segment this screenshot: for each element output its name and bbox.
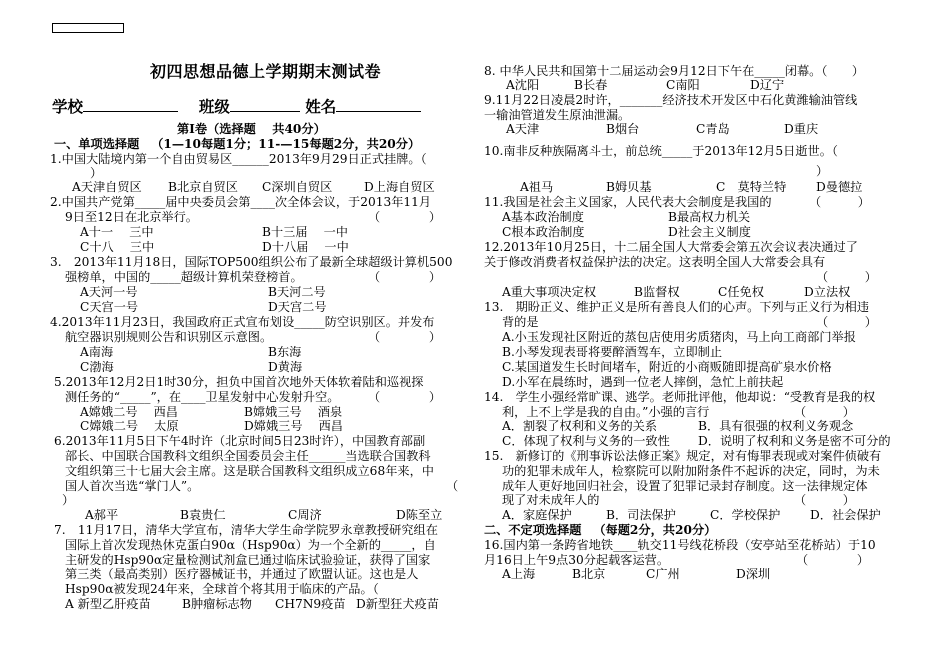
q14-option-a[interactable]: A．割裂了权利和义务的关系 (502, 419, 658, 433)
q15-line4: 现了对未成年人的 (502, 493, 600, 507)
q7-line4: 第三类（最高类别）医疗器械证书，并通过了欧盟认证。这也是人 (65, 567, 419, 581)
q15-line2: 功的犯罪未成年人，检察院可以附加附条件不起诉的决定，同时，为未 (502, 464, 880, 478)
q7-line5: Hsp90α被发现24年来，全球首个将其用于临床的产品。（ (65, 582, 379, 596)
q5-paren: （ ） (368, 390, 442, 404)
q5-option-a[interactable]: A嫦娥二号 西昌 (80, 405, 178, 419)
section2-label: 二、不定项选择题 (484, 523, 582, 537)
q7-option-d[interactable]: D新型狂犬疫苗 (356, 597, 439, 611)
student-info-row (52, 97, 421, 115)
q6-option-d[interactable]: D陈至立 (396, 508, 443, 522)
class-blank[interactable] (230, 97, 300, 112)
q6-option-b[interactable]: B袁贵仁 (180, 508, 226, 522)
q14-option-c[interactable]: C．体现了权利与义务的一致性 (502, 434, 670, 448)
q6-line2: 部长、中国联合国教科文组织全国委员会主任______当选联合国教科 (65, 449, 431, 463)
q14-option-d[interactable]: D．说明了权利和义务是密不可分的 (698, 434, 891, 448)
q16-option-d[interactable]: D深圳 (736, 567, 771, 581)
q3-line2: 强榜单，中国的_____超级计算机荣登榜首。 (65, 270, 303, 284)
q12-option-d[interactable]: D立法权 (804, 285, 851, 299)
q6-paren-close: ） (62, 493, 75, 507)
q7-line2: 国际上首次发现热休克蛋白90α（Hsp90α）为一个全新的_____，自 (65, 538, 436, 552)
q14-line1: 14. 学生小强经常旷课、逃学。老师批评他，他却说：“受教育是我的权 (484, 390, 876, 404)
section1-heading (54, 137, 420, 153)
q1-option-c[interactable]: C深圳自贸区 (262, 180, 333, 194)
q2-paren: （ ） (368, 210, 442, 224)
q9-line2: 一输油管道发生原油泄漏。 (484, 108, 631, 122)
q3-line1: 3. 2013年11月18日，国际TOP500组织公布了最新全球超级计算机500 (50, 255, 453, 269)
q1-line1: 1.中国大陆境内第一个自由贸易区______2013年9月29日正式挂牌。（ (50, 152, 427, 166)
q5-option-b[interactable]: B嫦娥三号 酒泉 (244, 405, 343, 419)
q9-option-b[interactable]: B烟台 (606, 122, 640, 136)
q2-line2: 9日至12日在北京举行。 (65, 210, 198, 224)
q12-line1: 12.2013年10月25日，十二届全国人大常委会第五次会议表决通过了 (484, 240, 858, 254)
q6-option-a[interactable]: A郝平 (85, 508, 119, 522)
q10-line1: 10.南非反种族隔离斗士，前总统_____于2013年12月5日逝世。（ (484, 144, 838, 158)
q16-line2: 月16日上午9点30分起载客运营。 (484, 553, 670, 567)
q4-option-b[interactable]: B东海 (268, 345, 302, 359)
q3-option-c[interactable]: C天宫一号 (80, 300, 139, 314)
page-title: 初四思想品德上学期期末测试卷 (150, 62, 382, 81)
school-blank[interactable] (83, 97, 178, 112)
q1-option-d[interactable]: D上海自贸区 (364, 180, 435, 194)
q13-paren: （ ） (816, 315, 877, 329)
q16-option-a[interactable]: A上海 (502, 567, 536, 581)
q10-paren-close: ） (816, 164, 829, 178)
q6-option-c[interactable]: C周济 (288, 508, 322, 522)
q8-option-c[interactable]: C南阳 (666, 78, 700, 92)
q13-line2: 背的是 (502, 315, 539, 329)
q15-option-d[interactable]: D．社会保护 (810, 508, 881, 522)
q3-option-b[interactable]: B天河二号 (268, 285, 326, 299)
q6-line4: 国人首次当选“掌门人”。 (65, 479, 200, 493)
q11-option-d[interactable]: D社会主义制度 (668, 225, 751, 239)
q8-line1: 8. 中华人民共和国第十二届运动会9月12日下午在_____闭幕。（ ） (484, 64, 865, 78)
q4-line1: 4.2013年11月23日，我国政府正式宣布划设_____防空识别区。并发布 (50, 315, 435, 329)
q8-option-d[interactable]: D辽宁 (750, 78, 785, 92)
school-label: 学校 (52, 97, 84, 116)
q15-line1: 15. 新修订的《刑事诉讼法修正案》规定，对有悔罪表现或对案件侦破有 (484, 449, 882, 463)
q2-option-d[interactable]: D十八届 一中 (262, 240, 349, 254)
q4-option-d[interactable]: D黄海 (268, 360, 303, 374)
q13-option-b[interactable]: B.小琴发现表哥将要醉酒驾车，立即制止 (502, 345, 723, 359)
q6-line1: 6.2013年11月5日下午4时许（北京时间5日23时许），中国教育部副 (54, 434, 426, 448)
q7-line1: 7. 11月17日，清华大学宣布，清华大学生命学院罗永章教授研究组在 (54, 523, 438, 537)
q12-option-a[interactable]: A重大事项决定权 (502, 285, 597, 299)
q14-paren: （ ） (794, 405, 855, 419)
q14-line2: 利，上不上学是我的自由。”小强的言行 (502, 405, 710, 419)
q2-line1: 2.中国共产党第_____届中央委员会第____次全体会议，于2013年11月 (50, 195, 432, 209)
q4-option-a[interactable]: A南海 (80, 345, 114, 359)
q16-option-b[interactable]: B北京 (572, 567, 606, 581)
q15-paren: （ ） (794, 493, 855, 507)
name-label: 姓名 (305, 97, 337, 116)
q9-option-c[interactable]: C青岛 (696, 122, 730, 136)
section2-note: （每题2分，共20分） (593, 523, 717, 537)
q11-option-a[interactable]: A基本政治制度 (502, 210, 584, 224)
q2-option-a[interactable]: A十一 三中 (80, 225, 154, 239)
q16-paren: （ ） (796, 553, 870, 567)
q3-option-d[interactable]: D天宫二号 (268, 300, 327, 314)
q12-option-c[interactable]: C任免权 (718, 285, 764, 299)
q12-line2: 关于修改消费者权益保护法的决定。这表明全国人大常委会具有 (484, 255, 826, 269)
q11-line1: 11.我国是社会主义国家，人民代表大会制度是我国的 (484, 195, 772, 209)
q2-option-c[interactable]: C十八 三中 (80, 240, 155, 254)
q8-option-b[interactable]: B长春 (574, 78, 608, 92)
q16-line1: 16.国内第一条跨省地铁____轨交11号线花桥段（安亭站至花桥站）于10 (484, 538, 876, 552)
q1-option-b[interactable]: B北京自贸区 (168, 180, 238, 194)
q14-option-b[interactable]: B．具有很强的权利义务观念 (698, 419, 854, 433)
q10-option-a[interactable]: A祖马 (520, 180, 554, 194)
q1-line2: ） (90, 166, 103, 180)
q1-option-a[interactable]: A天津自贸区 (72, 180, 142, 194)
header-box (52, 23, 124, 33)
q4-option-c[interactable]: C渤海 (80, 360, 114, 374)
q7-line3: 主研发的Hsp90α定量检测试剂盒已通过临床试验验证，获得了国家 (65, 553, 431, 567)
q13-option-c[interactable]: C.某国道发生长时间堵车，附近的小商贩随即提高矿泉水价格 (502, 360, 832, 374)
q15-line3: 成年人更好地回归社会，设置了犯罪记录封存制度。这一法律规定体 (502, 479, 868, 493)
q3-paren: （ ） (368, 270, 442, 284)
q10-option-c[interactable]: C 莫特兰特 (716, 180, 787, 194)
q10-option-d[interactable]: D曼德拉 (816, 180, 863, 194)
q11-paren: （ ） (809, 195, 870, 209)
section1-note: （1—10每题1分；11-—15每题2分，共20分） (151, 137, 421, 151)
q5-line2: 测任务的“_____”，在____卫星发射中心发射升空。 (65, 390, 340, 404)
section1-label: 一、单项选择题 (54, 137, 140, 151)
q9-option-d[interactable]: D重庆 (784, 122, 819, 136)
q3-option-a[interactable]: A天河一号 (80, 285, 138, 299)
q5-option-c[interactable]: C嫦娥二号 太原 (80, 419, 179, 433)
q4-paren: （ ） (368, 330, 442, 344)
q6-line3: 文组织第三十七届大会主席。这是联合国教科文组织成立68年来，中 (65, 464, 434, 478)
q15-option-a[interactable]: A．家庭保护 (502, 508, 572, 522)
q11-option-c[interactable]: C根本政治制度 (502, 225, 585, 239)
q13-option-a[interactable]: A.小玉发现社区附近的蒸包店使用劣质猪肉，马上向工商部门举报 (502, 330, 856, 344)
q5-line1: 5.2013年12月2日1时30分，担负中国首次地外天体软着陆和巡视探 (54, 375, 424, 389)
q7-option-b[interactable]: B肿瘤标志物 (182, 597, 252, 611)
q4-line2: 航空器识别规则公告和识别区示意图。 (65, 330, 273, 344)
q2-option-b[interactable]: B十三届 一中 (262, 225, 348, 239)
q12-paren: （ ） (816, 270, 877, 284)
name-blank[interactable] (336, 97, 421, 112)
q16-option-c[interactable]: C广州 (646, 567, 680, 581)
q7-option-c[interactable]: CH7N9疫苗 (275, 597, 346, 611)
q11-option-b[interactable]: B最高权力机关 (668, 210, 751, 224)
q13-line1: 13. 期盼正义、维护正义是所有善良人们的心声。下列与正义行为相违 (484, 300, 870, 314)
q15-option-c[interactable]: C．学校保护 (710, 508, 781, 522)
q12-option-b[interactable]: B监督权 (634, 285, 680, 299)
q7-option-a[interactable]: A 新型乙肝疫苗 (65, 597, 151, 611)
q9-option-a[interactable]: A天津 (506, 122, 540, 136)
volume-heading: 第Ⅰ卷（选择题 共40分） (177, 122, 326, 136)
class-label: 班级 (198, 97, 230, 116)
q6-paren-open: （ (446, 479, 459, 493)
q9-line1: 9.11月22日凌晨2时许，_______经济技术开发区中石化黄潍输油管线 (484, 93, 858, 107)
q8-option-a[interactable]: A沈阳 (506, 78, 540, 92)
q10-option-b[interactable]: B姆贝基 (606, 180, 652, 194)
q5-option-d[interactable]: D嫦娥三号 西昌 (244, 419, 343, 433)
section2-heading (484, 523, 716, 539)
q15-option-b[interactable]: B．司法保护 (606, 508, 676, 522)
q13-option-d[interactable]: D.小军在晨练时，遇到一位老人摔倒，急忙上前扶起 (502, 375, 784, 389)
